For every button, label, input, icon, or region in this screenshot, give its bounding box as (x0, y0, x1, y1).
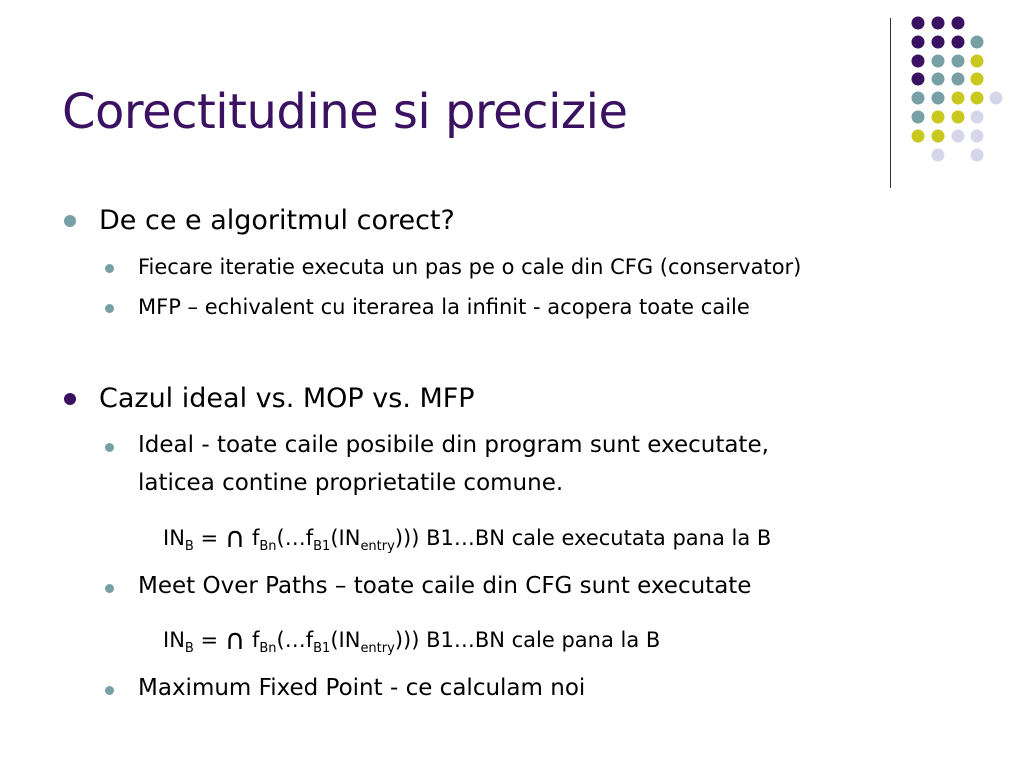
sub-bullet-dot (105, 584, 114, 593)
formula-arg: (IN (330, 628, 361, 652)
formula-equals: = (193, 628, 225, 652)
formula-arg-subscript: entry (360, 539, 395, 554)
formula-arg: (IN (330, 526, 361, 550)
sub-bullet-text: MFP – echivalent cu iterarea la infinit - acopera toate caile (138, 295, 750, 319)
formula-f1: f (245, 526, 260, 550)
formula-lhs-subscript: B (184, 539, 194, 554)
formula-f1: f (245, 628, 260, 652)
formula-description: B1…BN cale executata pana la B (426, 526, 772, 550)
sub-bullet-dot (105, 686, 114, 695)
formula-lhs: IN (163, 526, 185, 550)
formula-ideal (163, 521, 772, 554)
formula-f2-subscript: B1 (313, 641, 331, 656)
sub-bullet-dot (105, 304, 114, 313)
formula-lhs: IN (163, 628, 185, 652)
formula-f1-subscript: Bn (259, 539, 277, 554)
formula-f1-subscript: Bn (259, 641, 277, 656)
bullet-dot (64, 393, 76, 405)
formula-close: ))) (394, 526, 427, 550)
sub-bullet-text: Fiecare iteratie executa un pas pe o cale din CFG (conservator) (138, 255, 802, 279)
sub-bullet-dot (105, 443, 114, 452)
sub-bullet-text: Ideal - toate caile posibile din program sunt executate, (138, 432, 769, 458)
sub-bullet-dot (105, 264, 114, 273)
intersection-symbol: ∩ (224, 623, 246, 656)
sub-bullet-text: Meet Over Paths – toate caile din CFG sunt executate (138, 573, 752, 599)
formula-arg-subscript: entry (360, 641, 395, 656)
formula-lhs-subscript: B (184, 641, 194, 656)
formula-close: ))) (394, 628, 427, 652)
slide-title: Corectitudine si precizie (62, 84, 628, 140)
sub-bullet-text-continuation: laticea contine proprietatile comune. (138, 470, 564, 496)
formula-mid: (…f (276, 628, 314, 652)
bullet-text: De ce e algoritmul corect? (99, 205, 455, 236)
intersection-symbol: ∩ (224, 521, 246, 554)
formula-mop (163, 623, 661, 656)
formula-mid: (…f (276, 526, 314, 550)
formula-equals: = (193, 526, 225, 550)
formula-description: B1…BN cale pana la B (426, 628, 661, 652)
formula-f2-subscript: B1 (313, 539, 331, 554)
bullet-text: Cazul ideal vs. MOP vs. MFP (99, 383, 475, 414)
bullet-dot (64, 215, 76, 227)
sub-bullet-text: Maximum Fixed Point - ce calculam noi (138, 675, 586, 701)
